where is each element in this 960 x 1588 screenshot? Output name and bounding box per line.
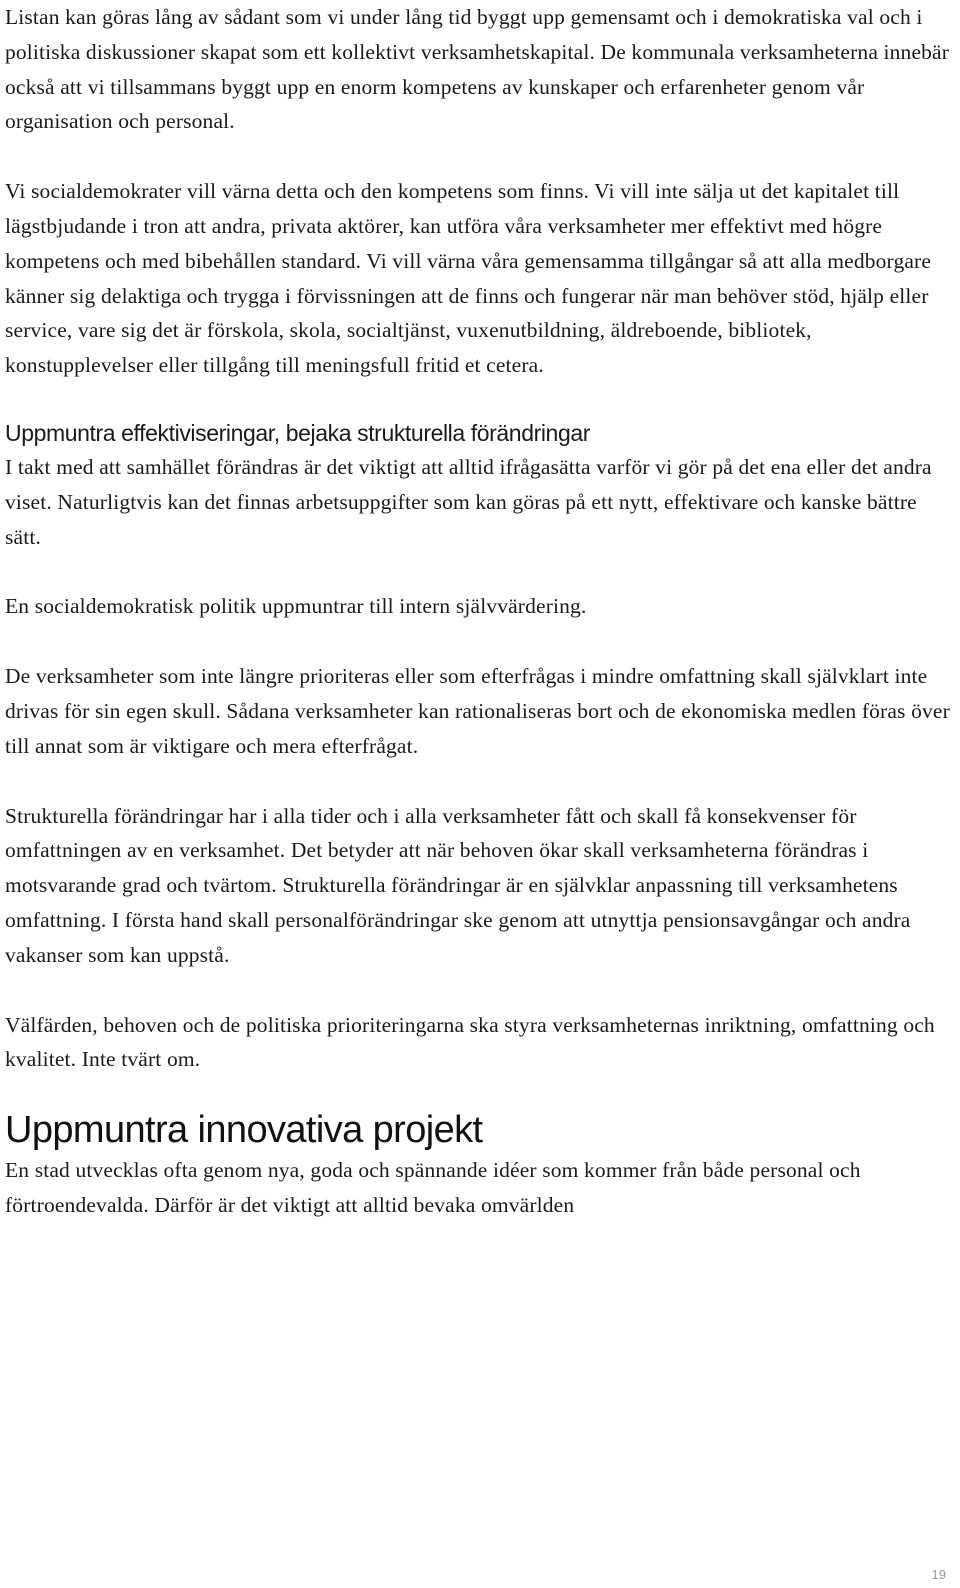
body-paragraph: En socialdemokratisk politik uppmuntrar till intern självvärdering. [5, 594, 587, 619]
section-heading-innovativa-projekt: Uppmuntra innovativa projekt [5, 1109, 483, 1152]
body-paragraph: Listan kan göras lång av sådant som vi under lång tid byggt upp gemensamt och i demokratiska val och i politiska diskussioner skapat som ett kollektivt verksamhetskapital. De kommunala verksamheterna innebär också att vi tillsammans byggt upp en enorm kompetens av kunskaper och erfarenheter genom vår organisation och personal. [5, 5, 950, 134]
body-paragraph: I takt med att samhället förändras är det viktigt att alltid ifrågasätta varför vi gör på det ena eller det andra viset. Naturligtvis kan det finnas arbetsuppgifter som kan göras på ett nytt, effektivare och kanske bättre sätt. [5, 454, 932, 549]
body-paragraph: Välfärden, behoven och de politiska prioriteringarna ska styra verksamheternas inriktning, omfattning och kvalitet. Inte tvärt om. [5, 1012, 935, 1072]
section-heading-effektiviseringar: Uppmuntra effektiviseringar, bejaka strukturella förändringar [5, 419, 590, 446]
page-number: 19 [931, 1567, 946, 1582]
body-paragraph: En stad utvecklas ofta genom nya, goda och spännande idéer som kommer från både personal och förtroendevalda. Därför är det viktigt att alltid bevaka omvärlden [5, 1158, 861, 1217]
body-paragraph: De verksamheter som inte längre prioriteras eller som efterfrågas i mindre omfattning skall självklart inte drivas för sin egen skull. Sådana verksamheter kan rationaliseras bort och de ekonomiska medlen föras över till annat som är viktigare och mera efterfrågat. [5, 664, 950, 758]
body-paragraph: Strukturella förändringar har i alla tider och i alla verksamheter fått och skall få konsekvenser för omfattningen av en verksamhet. Det betyder att när behoven ökar skall verksamheterna förändras i motsvarande grad och tvärtom. Strukturella förändringar är en självklar anpassning till verksamhetens omfattning. I första hand skall personalförändringar ske genom att utnyttja pensionsavgångar och andra vakanser som kan uppstå. [5, 803, 911, 967]
document-page [5, 0, 955, 1223]
body-paragraph: Vi socialdemokrater vill värna detta och den kompetens som finns. Vi vill inte sälja ut det kapitalet till lägstbjudande i tron att andra, privata aktörer, kan utföra våra verksamheter mer effektivt med högre kompetens och med bibehållen standard. Vi vill värna våra gemensamma tillgångar så att alla medborgare känner sig delaktiga och trygga i förvissningen att de finns och fungerar när man behöver stöd, hjälp eller service, vare sig det är förskola, skola, socialtjänst, vuxenutbildning, äldreboende, bibliotek, konstupplevelser eller tillgång till meningsfull fritid et cetera. [5, 179, 932, 378]
